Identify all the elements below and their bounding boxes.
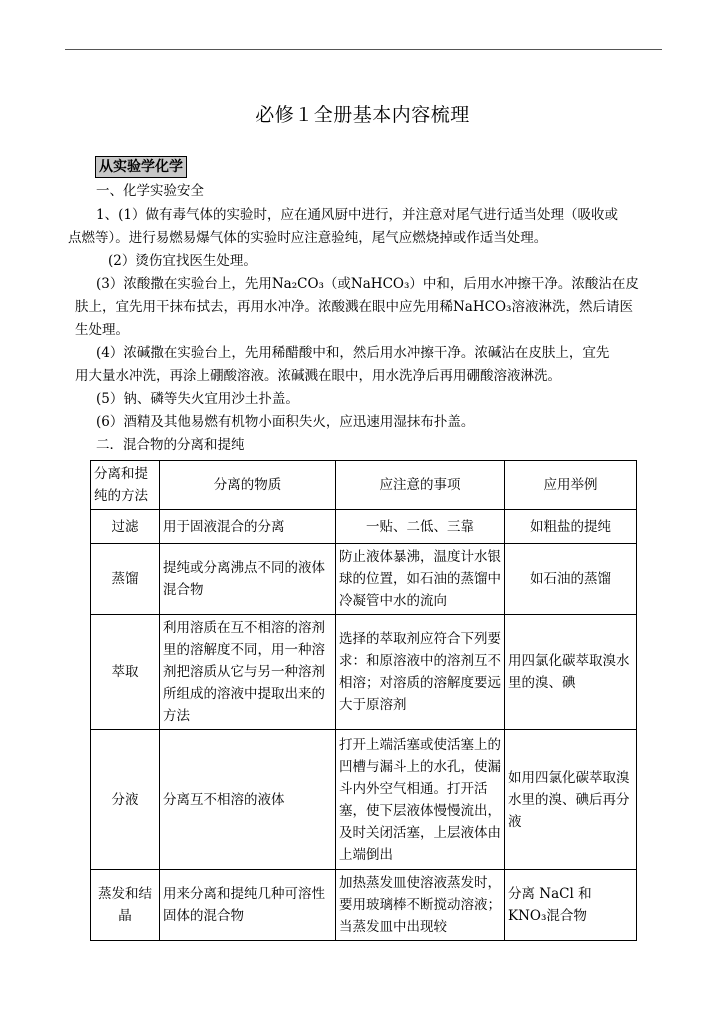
header-method: 分离和提纯的方法 bbox=[91, 461, 160, 510]
cell-substance: 分离互不相溶的液体 bbox=[160, 730, 336, 870]
para1-line1: 1、(1）做有毒气体的实验时，应在通风厨中进行，并注意对尾气进行适当处理（吸收或 bbox=[96, 207, 618, 223]
cell-method: 蒸馏 bbox=[91, 544, 160, 615]
page-title: 必修１全册基本内容梳理 bbox=[255, 104, 470, 126]
item4-line2: 用大量水冲洗，再涂上硼酸溶液。浓碱溅在眼中，用水洗净后再用硼酸溶液淋洗。 bbox=[75, 368, 561, 384]
cell-method: 过滤 bbox=[91, 510, 160, 544]
item6: (6）酒精及其他易燃有机物小面积失火，应迅速用湿抹布扑盖。 bbox=[96, 414, 475, 430]
header-example: 应用举例 bbox=[505, 461, 637, 510]
cell-example: 分离 NaCl 和 KNO₃混合物 bbox=[505, 870, 637, 941]
separation-methods-table bbox=[90, 460, 637, 941]
table-row bbox=[91, 510, 637, 544]
cell-notes: 一贴、二低、三靠 bbox=[336, 510, 505, 544]
item3-line3: 生处理。 bbox=[75, 322, 129, 338]
cell-notes: 打开上端活塞或使活塞上的凹槽与漏斗上的水孔，使漏斗内外空气相通。打开活塞，使下层液体慢慢流出，及时关闭活塞，上层液体由上端倒出 bbox=[336, 730, 505, 870]
cell-substance: 利用溶质在互不相溶的溶剂里的溶解度不同，用一种溶剂把溶质从它与另一种溶剂所组成的溶液中提取出来的方法 bbox=[160, 615, 336, 730]
para1-line2: 点燃等）。进行易燃易爆气体的实验时应注意验纯，尾气应燃烧掉或作适当处理。 bbox=[68, 230, 548, 246]
heading-separation: 二．混合物的分离和提纯 bbox=[96, 437, 245, 453]
cell-method: 蒸发和结晶 bbox=[91, 870, 160, 941]
header-rule bbox=[65, 49, 662, 50]
cell-notes: 选择的萃取剂应符合下列要求：和原溶液中的溶剂互不相溶；对溶质的溶解度要远大于原溶剂 bbox=[336, 615, 505, 730]
cell-example: 用四氯化碳萃取溴水里的溴、碘 bbox=[505, 615, 637, 730]
cell-example: 如用四氯化碳萃取溴水里的溴、碘后再分液 bbox=[505, 730, 637, 870]
cell-substance: 用来分离和提纯几种可溶性固体的混合物 bbox=[160, 870, 336, 941]
table-header-row bbox=[91, 461, 637, 510]
table-row bbox=[91, 544, 637, 615]
cell-notes: 加热蒸发皿使溶液蒸发时，要用玻璃棒不断搅动溶液；当蒸发皿中出现较 bbox=[336, 870, 505, 941]
cell-method: 分液 bbox=[91, 730, 160, 870]
heading-lab-safety: 一、化学实验安全 bbox=[96, 183, 204, 199]
cell-notes: 防止液体暴沸，温度计水银球的位置，如石油的蒸馏中冷凝管中水的流向 bbox=[336, 544, 505, 615]
cell-method: 萃取 bbox=[91, 615, 160, 730]
cell-example: 如石油的蒸馏 bbox=[505, 544, 637, 615]
item3-line1: (3）浓酸撒在实验台上，先用Na₂CO₃（或NaHCO₃）中和，后用水冲擦干净。浓酸沾在皮 bbox=[96, 276, 639, 292]
table-row bbox=[91, 615, 637, 730]
table-row bbox=[91, 870, 637, 941]
cell-substance: 提纯或分离沸点不同的液体混合物 bbox=[160, 544, 336, 615]
cell-substance: 用于固液混合的分离 bbox=[160, 510, 336, 544]
cell-example: 如粗盐的提纯 bbox=[505, 510, 637, 544]
header-substance: 分离的物质 bbox=[160, 461, 336, 510]
item5: (5）钠、磷等失火宜用沙土扑盖。 bbox=[96, 391, 299, 407]
item2: (2）烫伤宜找医生处理。 bbox=[108, 253, 257, 269]
item3-line2: 肤上，宜先用干抹布拭去，再用水冲净。浓酸溅在眼中应先用稀NaHCO₃溶液淋洗，然后请医 bbox=[75, 299, 633, 315]
section-label: 从实验学化学 bbox=[95, 156, 187, 178]
table-row bbox=[91, 730, 637, 870]
item4-line1: (4）浓碱撒在实验台上，先用稀醋酸中和，然后用水冲擦干净。浓碱沾在皮肤上，宜先 bbox=[96, 345, 610, 361]
header-notes: 应注意的事项 bbox=[336, 461, 505, 510]
